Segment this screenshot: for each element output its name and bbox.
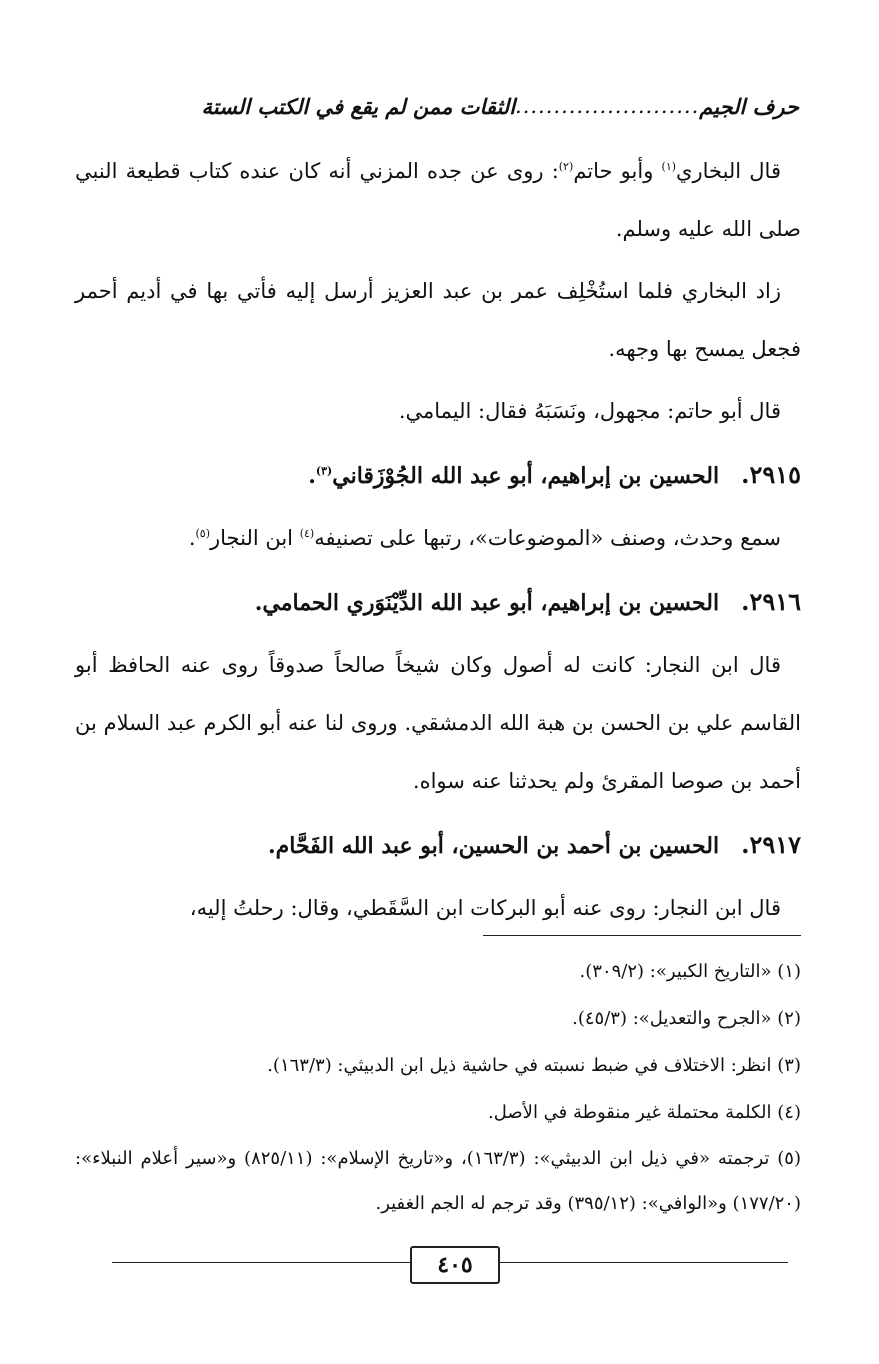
footnote-3: (٣) انظر: الاختلاف في ضبط نسبته في حاشية ذيل ابن الدبيثي: (١٦٣/٣). (267, 1055, 801, 1076)
footnote-1: (١) «التاريخ الكبير»: (٣٠٩/٢). (579, 961, 801, 982)
entry-number: ٢٩١٧. (741, 830, 801, 859)
footnote-ref-4: (٤) (299, 527, 315, 540)
paragraph-bukhari-addition: زاد البخاري فلما استُخْلِف عمر بن عبد العزيز أرسل إليه فأتي بها في أديم أحمر فجعل يمسح بها وجهه. (75, 279, 801, 361)
paragraph-entry-2917: قال ابن النجار: روى عنه أبو البركات ابن السَّقَطي، وقال: رحلتُ إليه، (189, 896, 781, 920)
footnote-separator (483, 935, 801, 936)
paragraph-bukhari-abu-hatim: قال البخاري$^{(١)}$ وأبو حاتم$^{(٢)}$: روى عن جده المزني أنه كان عنده كتاب قطيعة النبي صلى الله عليه وسلم. (75, 159, 801, 241)
footnote-5: (٥) ترجمته «في ذيل ابن الدبيثي»: (١٦٣/٣)، و«تاريخ الإسلام»: (٨٢٥/١١) و«سير أعلام النبلاء»: (١٧٧/٢٠) و«الوافي»: (٣٩٥/١٢) وقد ترجم له الجم الغفير. (75, 1148, 801, 1214)
running-header (99, 88, 799, 124)
paragraph-entry-2916: قال ابن النجار: كانت له أصول وكان شيخاً صالحاً صدوقاً روى عنه الحافظ أبو القاسم علي بن الحسن بن هبة الله الدمشقي. وروى لنا عنه أبو الكرم عبد السلام بن أحمد بن صوصا المقرئ ولم يحدثنا عنه سواه. (75, 653, 801, 793)
footnote-4: (٤) الكلمة محتملة غير منقوطة في الأصل. (488, 1102, 801, 1123)
paragraph-entry-2915: سمع وحدث، وصنف «الموضوعات»، رتبها على تصنيفه$^{(٤)}$ ابن النجار$^{(٥)}$. (188, 526, 781, 550)
footnote-ref-2: (٢) (558, 160, 574, 173)
footnote-ref-1: (١) (661, 160, 677, 173)
footnote-ref-5: (٥) (195, 527, 211, 540)
entry-number: ٢٩١٦. (741, 587, 801, 616)
header-chapter: حرف الجيم (699, 93, 799, 119)
main-text (75, 142, 801, 941)
entry-2917-heading (75, 814, 801, 877)
entry-number: ٢٩١٥. (741, 460, 801, 489)
footnote-2: (٢) «الجرح والتعديل»: (٤٥/٣). (572, 1008, 801, 1029)
entry-name: الحسين بن إبراهيم، أبو عبد الله الجُوْزَقاني (332, 463, 720, 489)
header-book-section: الثقات ممن لم يقع في الكتب الستة (201, 93, 516, 119)
entry-name: الحسين بن إبراهيم، أبو عبد الله الدِّيْنَوَري الحمامي. (254, 590, 720, 616)
header-dots: ........................ (515, 94, 700, 118)
footnotes (75, 948, 801, 1226)
page-number: ٤٠٥ (410, 1246, 500, 1284)
entry-2916-heading (75, 571, 801, 634)
entry-name: الحسين بن أحمد بن الحسين، أبو عبد الله الفَحَّام. (267, 833, 720, 859)
footnote-ref-3: (٣) (315, 464, 333, 478)
entry-2915-heading: ٢٩١٥.الحسين بن إبراهيم، أبو عبد الله الجُوْزَقاني$^{(٣)}$. (308, 460, 801, 489)
paragraph-abu-hatim-majhul: قال أبو حاتم: مجهول، ونَسَبَهُ فقال: اليمامي. (398, 399, 781, 423)
